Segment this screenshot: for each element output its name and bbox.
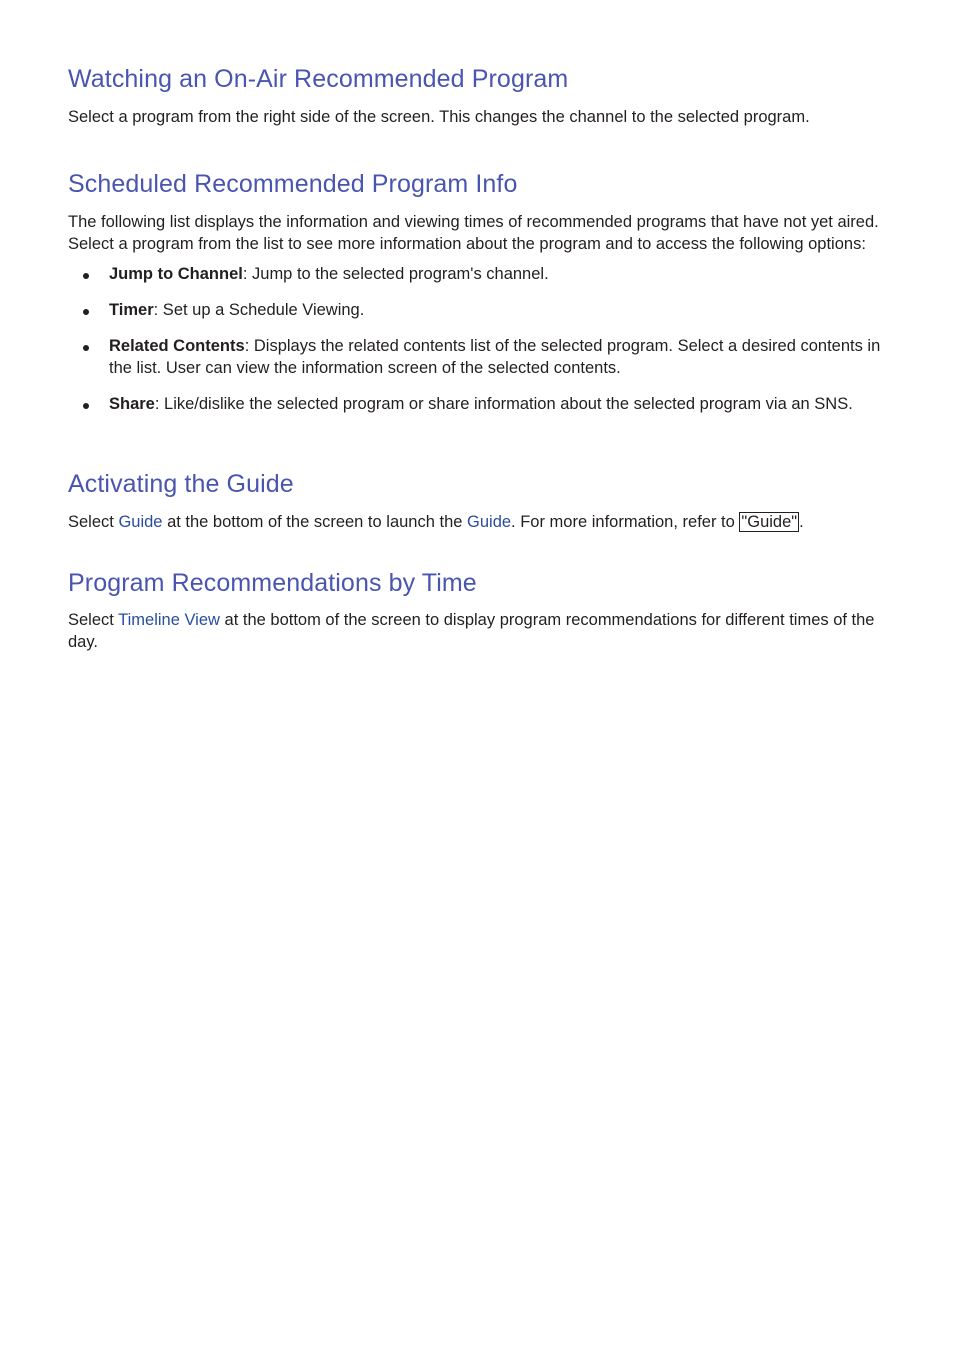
guide-reference-link[interactable]: "Guide" [741,513,798,531]
list-item-related-contents [68,335,886,380]
list-item-term: Related Contents [109,336,245,355]
options-list [68,263,886,416]
section-recommendations-by-time [68,534,886,654]
list-item-text: : Jump to the selected program's channel. [242,264,549,283]
list-item-jump-to-channel [68,263,886,286]
paragraph-text: at the bottom of the screen to launch the [162,513,468,531]
section-watching-on-air [68,0,886,129]
list-item-term: Timer [109,300,154,319]
section-activating-guide [68,429,886,534]
paragraph-text: Select [68,513,119,531]
bullet-icon [83,309,89,315]
section-heading: Program Recommendations by Time [68,568,477,597]
section-heading: Watching an On-Air Recommended Program [68,65,569,93]
section-paragraph [68,511,886,534]
timeline-view-term: Timeline View [118,610,220,629]
section-paragraph: Select a program from the right side of the screen. This changes the channel to the selected program. [68,108,810,126]
guide-term: Guide [118,513,163,531]
list-item-text: : Displays the related contents list of the selected program. Select a desired contents in the list. User can view the information screen of the selected contents. [109,336,881,377]
paragraph-text: Select [68,610,119,629]
section-heading: Scheduled Recommended Program Info [68,169,518,198]
list-item-term: Jump to Channel [109,264,243,283]
bullet-icon [83,273,89,279]
list-item-text: : Set up a Schedule Viewing. [153,300,365,319]
paragraph-text: at the bottom of the screen to display program recommendations for different times of the day. [68,610,875,651]
bullet-icon [83,345,89,351]
list-item-timer [68,299,886,322]
list-item-text: : Like/dislike the selected program or share information about the selected program via an SNS. [154,395,853,413]
guide-term: Guide [467,513,512,531]
section-paragraph [68,609,886,654]
list-item-share [68,393,886,416]
section-heading: Activating the Guide [68,470,294,498]
paragraph-text: . [799,513,804,531]
list-item-term: Share [109,395,155,413]
paragraph-text: . For more information, refer to [511,513,740,531]
section-paragraph: The following list displays the information and viewing times of recommended programs that have not yet aired. Select a program from the list to see more information about the program and to access the following options: [68,212,879,253]
section-scheduled-info [68,129,886,416]
bullet-icon [83,403,89,409]
